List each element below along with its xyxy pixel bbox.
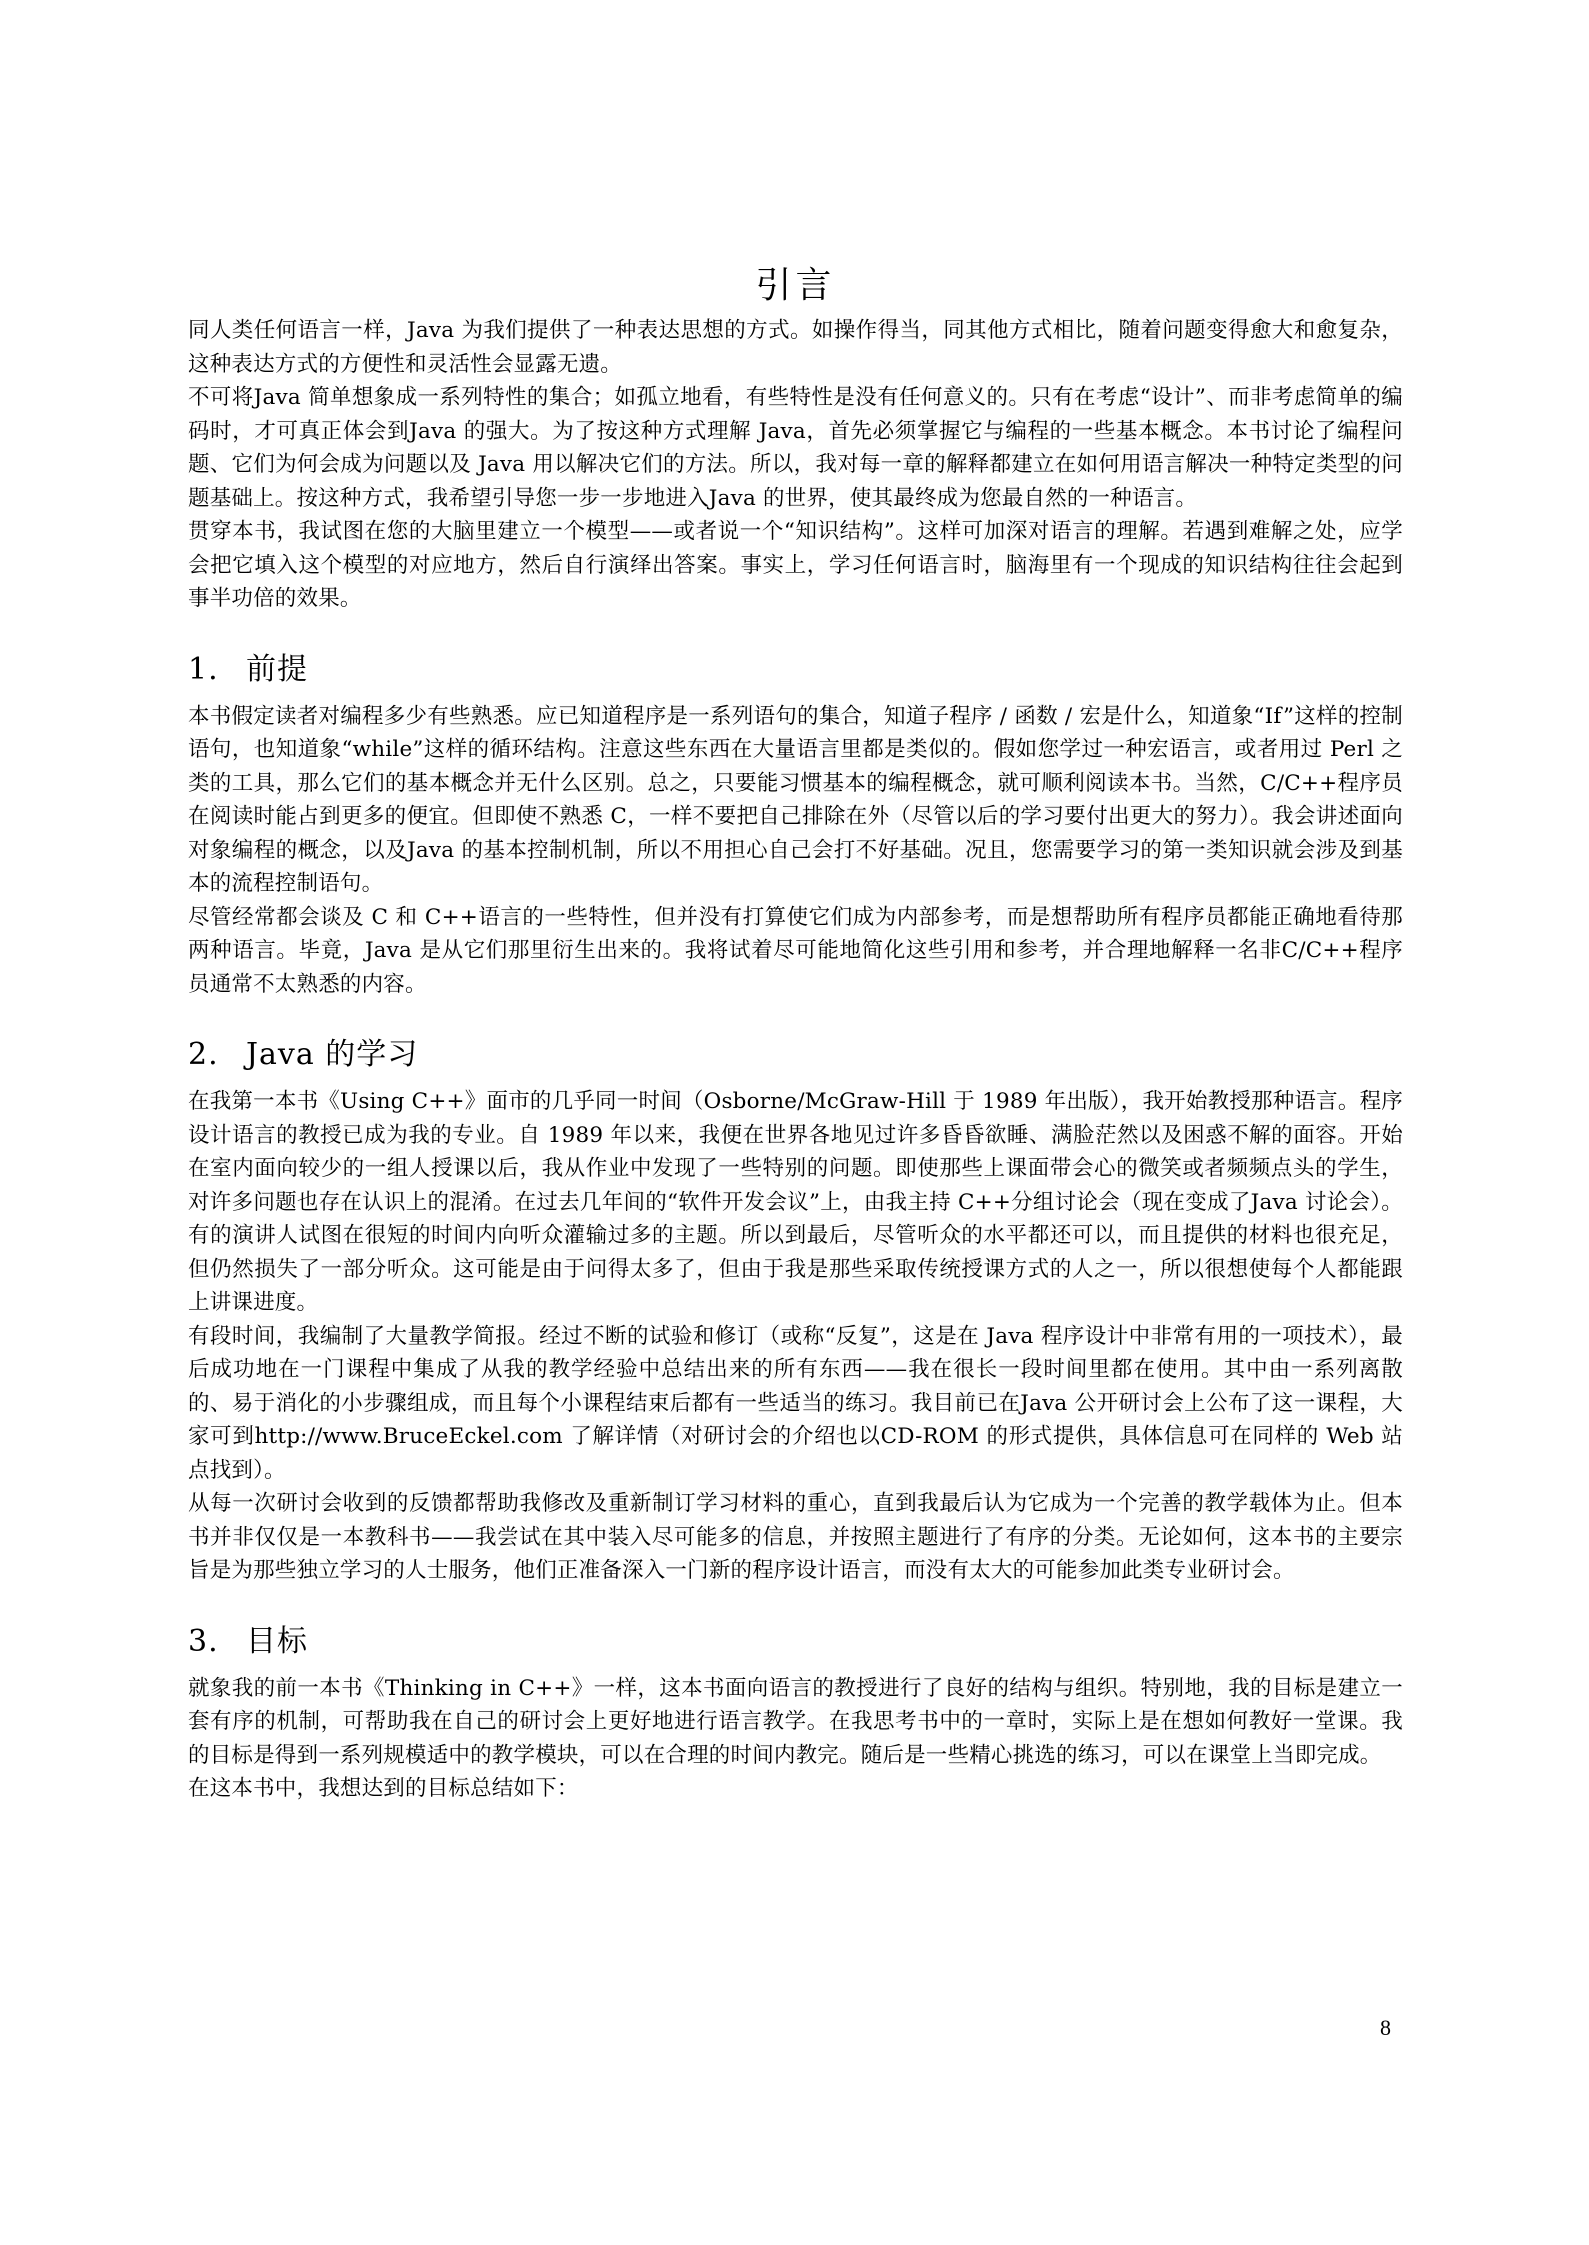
intro-paragraph: 贯穿本书，我试图在您的大脑里建立一个模型——或者说一个“知识结构”。这样可加深对语言的理解。若遇到难解之处，应学会把它填入这个模型的对应地方，然后自行演绎出答案。事实上，学习任何语言时，脑海里有一个现成的知识结构往往会起到事半功倍的效果。 <box>188 519 1403 611</box>
page-number: 8 <box>1380 2015 1391 2040</box>
section-title: 目标 <box>246 1623 308 1659</box>
section-heading <box>188 650 1403 690</box>
section-heading <box>188 1035 1403 1075</box>
section-paragraph: 有段时间，我编制了大量教学简报。经过不断的试验和修订（或称“反复”，这是在 Java 程序设计中非常有用的一项技术），最后成功地在一门课程中集成了从我的教学经验中总结出来的所有东西——我在很长一段时间里都在使用。其中由一系列离散的、易于消化的小步骤组成，而且每个小课程结束后都有一些适当的练习。我目前已在Java 公开研讨会上公布了这一课程，大家可到http://www.BruceEckel.com 了解详情（对研讨会的介绍也以CD-ROM 的形式提供，具体信息可在同样的 Web 站点找到）。 <box>188 1323 1403 1483</box>
intro-paragraph: 不可将Java 简单想象成一系列特性的集合；如孤立地看，有些特性是没有任何意义的。只有在考虑“设计”、而非考虑简单的编码时，才可真正体会到Java 的强大。为了按这种方式理解 Java，首先必须掌握它与编程的一些基本概念。本书讨论了编程问题、它们为何会成为问题以及 Java 用以解决它们的方法。所以，我对每一章的解释都建立在如何用语言解决一种特定类型的问题基础上。按这种方式，我希望引导您一步一步地进入Java 的世界，使其最终成为您最自然的一种语言。 <box>188 385 1403 511</box>
section-paragraph: 从每一次研讨会收到的反馈都帮助我修改及重新制订学习材料的重心，直到我最后认为它成为一个完善的教学载体为止。但本书并非仅仅是一本教科书——我尝试在其中装入尽可能多的信息，并按照主题进行了有序的分类。无论如何，这本书的主要宗旨是为那些独立学习的人士服务，他们正准备深入一门新的程序设计语言，而没有太大的可能参加此类专业研讨会。 <box>188 1491 1403 1583</box>
section-paragraph: 尽管经常都会谈及 C 和 C++语言的一些特性，但并没有打算使它们成为内部参考，而是想帮助所有程序员都能正确地看待那两种语言。毕竟，Java 是从它们那里衍生出来的。我将试着尽可能地简化这些引用和参考，并合理地解释一名非C/C++程序员通常不太熟悉的内容。 <box>188 904 1403 997</box>
section-title: Java 的学习 <box>246 1037 419 1072</box>
section-title: 前提 <box>246 651 308 687</box>
section-goals <box>188 1622 1403 1806</box>
section-learning-java <box>188 1035 1403 1588</box>
section-paragraph: 本书假定读者对编程多少有些熟悉。应已知道程序是一系列语句的集合，知道子程序 / 函数 / 宏是什么，知道象“If”这样的控制语句，也知道象“while”这样的循环结构。注意这些东西在大量语言里都是类似的。假如您学过一种宏语言，或者用过 Perl 之类的工具，那么它们的基本概念并无什么区别。总之，只要能习惯基本的编程概念，就可顺利阅读本书。当然，C/C++程序员在阅读时能占到更多的便宜。但即使不熟悉 C，一样不要把自己排除在外（尽管以后的学习要付出更大的努力）。我会讲述面向对象编程的概念，以及Java 的基本控制机制，所以不用担心自己会打不好基础。况且，您需要学习的第一类知识就会涉及到基本的流程控制语句。 <box>188 703 1403 896</box>
section-prerequisites <box>188 650 1403 1002</box>
page-title: 引言 <box>755 265 836 306</box>
section-paragraph: 在这本书中，我想达到的目标总结如下： <box>188 1776 579 1801</box>
section-number: 2. <box>188 1037 219 1072</box>
section-paragraph: 在我第一本书《Using C++》面市的几乎同一时间（Osborne/McGraw-Hill 于 1989 年出版），我开始教授那种语言。程序设计语言的教授已成为我的专业。自 1989 年以来，我便在世界各地见过许多昏昏欲睡、满脸茫然以及困惑不解的面容。开始在室内面向较少的一组人授课以后，我从作业中发现了一些特别的问题。即使那些上课面带会心的微笑或者频频点头的学生，对许多问题也存在认识上的混淆。在过去几年间的“软件开发会议”上，由我主持 C++分组讨论会（现在变成了Java 讨论会）。有的演讲人试图在很短的时间内向听众灌输过多的主题。所以到最后，尽管听众的水平都还可以，而且提供的材料也很充足，但仍然损失了一部分听众。这可能是由于问得太多了，但由于我是那些采取传统授课方式的人之一，所以很想使每个人都能跟上讲课进度。 <box>188 1089 1403 1315</box>
document-page <box>188 258 1403 1806</box>
section-number: 1. <box>188 651 219 687</box>
intro-section <box>188 314 1403 616</box>
section-heading <box>188 1622 1403 1662</box>
section-number: 3. <box>188 1623 219 1659</box>
intro-paragraph: 同人类任何语言一样，Java 为我们提供了一种表达思想的方式。如操作得当，同其他方式相比，随着问题变得愈大和愈复杂，这种表达方式的方便性和灵活性会显露无遗。 <box>188 318 1403 377</box>
section-paragraph: 就象我的前一本书《Thinking in C++》一样，这本书面向语言的教授进行了良好的结构与组织。特别地，我的目标是建立一套有序的机制，可帮助我在自己的研讨会上更好地进行语言教学。在我思考书中的一章时，实际上是在想如何教好一堂课。我的目标是得到一系列规模适中的教学模块，可以在合理的时间内教完。随后是一些精心挑选的练习，可以在课堂上当即完成。 <box>188 1675 1403 1768</box>
